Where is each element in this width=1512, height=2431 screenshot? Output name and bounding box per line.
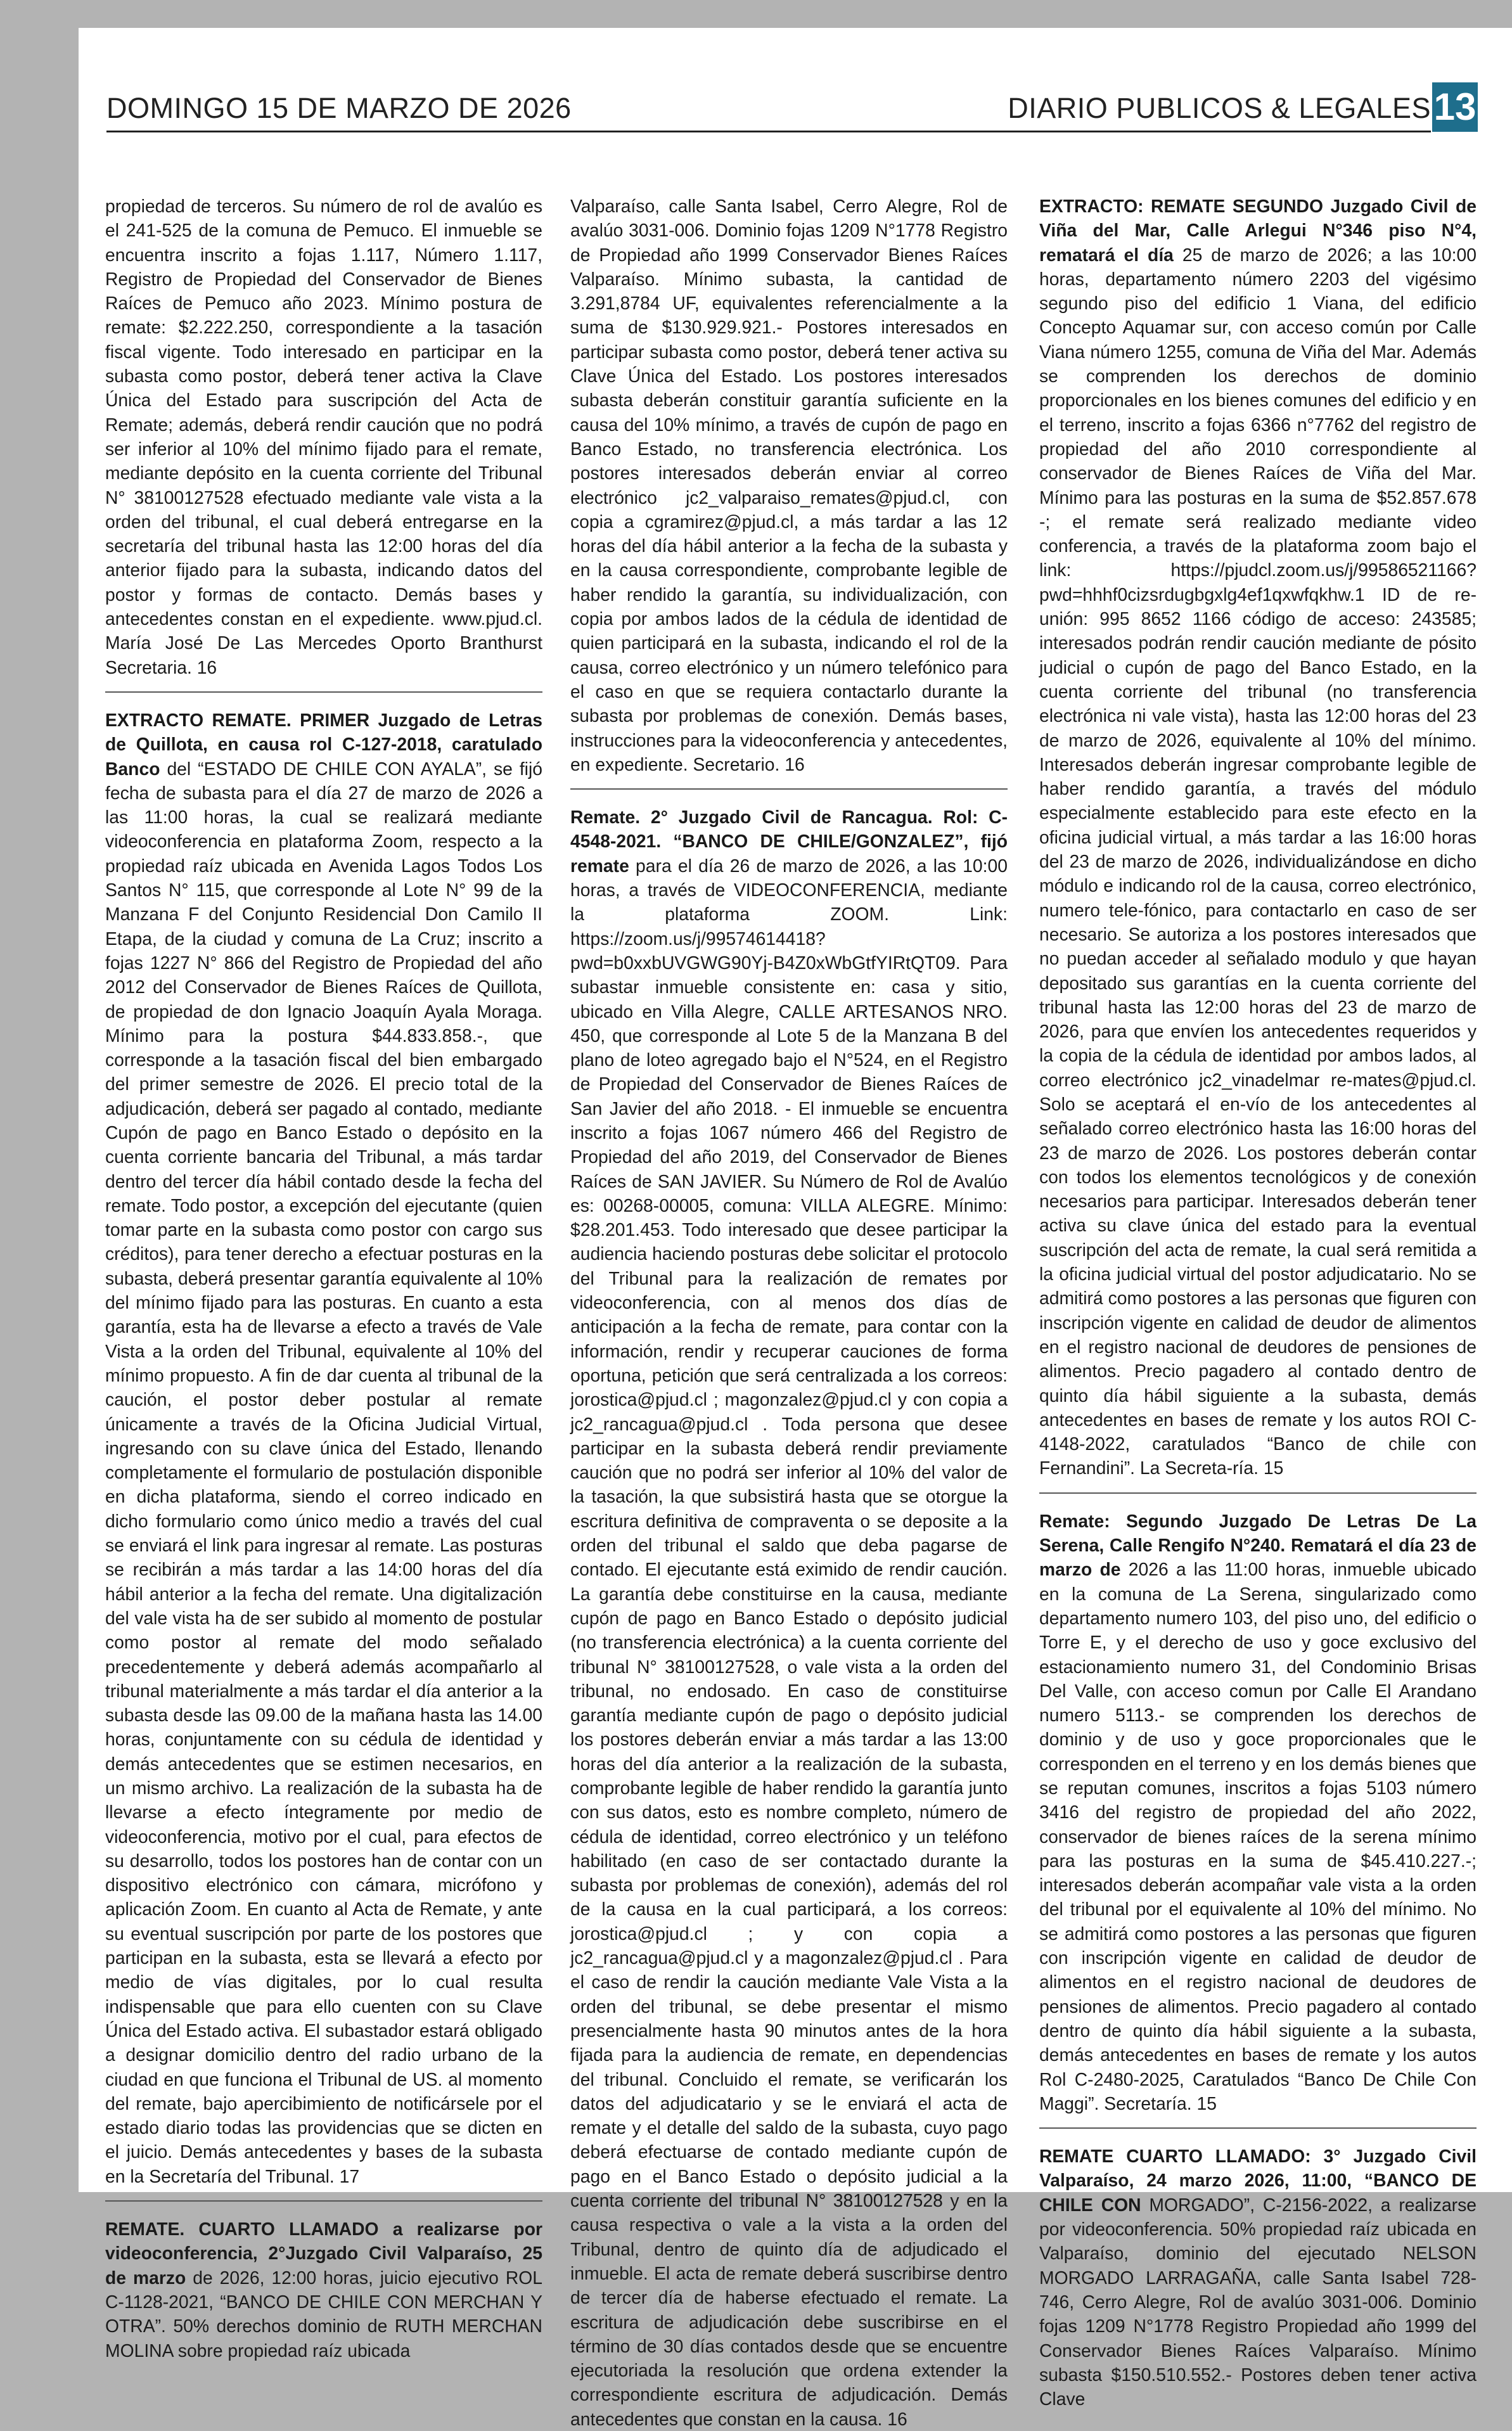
notice-heading: REMATE. CUARTO LLAMADO a realizarse por videoconferencia, 2°Juzgado Civil Valparaíso, 25 de marzo [105, 2219, 542, 2288]
notice-body: de 2026, 12:00 horas, juicio ejecutivo ROL C-1128-2021, “BANCO DE CHILE CON MERCHAN Y OTRA”. 50% derechos dominio de RUTH MERCHAN MOLINA sobre propiedad raíz ubicada [105, 2267, 542, 2361]
column-3 [1039, 194, 1477, 2411]
notice-divider [1039, 1492, 1477, 1494]
publication-name: DIARIO PUBLICOS & LEGALES [1008, 92, 1431, 124]
column-2 [570, 194, 1008, 2431]
notice-heading: EXTRACTO REMATE. PRIMER Juzgado de Letras de Quillota, en causa rol C-127-2018, caratulado Banco [105, 709, 542, 779]
notice-valparaiso-merchan [105, 2217, 542, 2363]
notice-divider [570, 788, 1008, 790]
page-header [106, 86, 1431, 132]
column-1 [105, 194, 542, 2363]
notice-body: propiedad de terceros. Su número de rol de avalúo es el 241-525 de la comuna de Pemuco. El inmueble se encuentra inscrito a fojas 1.117, Número 1.117, Registro de Propiedad del Conservador de Bienes Raíces de Pemuco año 2023. Mínimo postura de remate: $2.222.250, correspondiente a la tasación fiscal vigente. Todo interesado en participar en la subasta como postor, deberá tener activa la Clave Única del Estado para suscripción del Acta de Remate; además, deberá rendir caución que no podrá ser inferior al 10% del mínimo fijado para el remate, mediante depósito en la cuenta corriente del Tribunal N° 38100127528 efectuado mediante vale vista a la orden del tribunal, el cual deberá entregarse en la secretaría del tribunal hasta las 12:00 horas del día anterior fijado para la subasta, indicando datos del postor y formas de contacto. Demás bases y antecedentes constan en el expediente. www.pjud.cl. María José De Las Mercedes Oporto Branthurst Secretaria. 16 [105, 196, 542, 677]
notice-body: MORGADO”, C-2156-2022, a realizarse por videoconferencia. 50% propiedad raíz ubicada en Valparaíso, dominio del ejecutado NELSON MORGADO LARRAGAÑA, calle Santa Isabel 728-746, Cerro Alegre, Rol de avalúo 3031-006. Dominio fojas 1209 N°1778 Registro Propiedad año 1999 del Conservador Bienes Raíces Valparaíso. Mínimo subasta $150.510.552.- Postores deben tener activa Clave [1039, 2194, 1477, 2409]
notice-pemuco-continued [105, 194, 542, 679]
notice-body: para el día 26 de marzo de 2026, a las 10:00 horas, a través de VIDEOCONFERENCIA, mediante la plataforma ZOOM. Link: https://zoom.us/j/99574614418? pwd=b0xxbUVGWG90Yj-B4Z0xWbGtfYIRtQT09. Para subastar inmueble consistente en: casa y sitio, ubicado en Villa Alegre, CALLE ARTESANOS NRO. 450, que corresponde al Lote 5 de la Manzana B del plano de loteo agregado bajo el N°524, en el Registro de Propiedad del Conservador de Bienes Raíces de San Javier del año 2018. - El inmueble se encuentra inscrito a fojas 1067 número 466 del Registro de Propiedad del año 2019, del Conservador de Bienes Raíces de SAN JAVIER. Su Número de Rol de Avalúo es: 00268-00005, comuna: VILLA ALEGRE. Mínimo: $28.201.453. Todo interesado que desee participar la audiencia haciendo posturas debe solicitar el protocolo del Tribunal para la realización de remates por videoconferencia, con al menos dos días de anticipación a la fecha de remate, para contar con la información, rendir y recuperar cauciones de forma oportuna, petición que será centralizada a los correos: jorostica@pjud.cl ; magonzalez@pjud.cl y con copia a jc2_rancagua@pjud.cl . Toda persona que desee participar en la subasta deberá rendir previamente caución que no podrá ser inferior al 10% del valor de la tasación, la que subsistirá hasta que se otorgue la escritura definitiva de compraventa o se deposite a la orden del tribunal el saldo que deba pagarse de contado. El ejecutante está eximido de rendir caución. La garantía debe constituirse en la causa, mediante cupón de pago en Banco Estado o depósito judicial (no transferencia electrónica) a la cuenta corriente del tribunal N° 38100127528, o vale vista a la orden del tribunal, no endosado. En caso de constituirse garantía mediante cupón de pago o depósito judicial los postores deberán enviar a más tardar a las 13:00 horas del día anterior a la realización de la subasta, comprobante legible de haber rendido la garantía junto con sus datos, esto es nombre completo, número de cédula de identidad, correo electrónico y un teléfono habilitado (en caso de ser contactado durante la subasta por problemas de conexión), además del rol de la causa en la cual participará, a los correos: jorostica@pjud.cl ; y con copia a jc2_rancagua@pjud.cl y a magonzalez@pjud.cl . Para el caso de rendir la caución mediante Vale Vista a la orden del tribunal, se debe presentar el mismo presencialmente hasta 90 minutos antes de la hora fijada para la audiencia de remate, en dependencias del tribunal. Concluido el remate, se verificarán los datos del adjudicatario y se le enviará el acta de remate y el detalle del saldo de la subasta, cuyo pago deberá efectuarse de contado mediante cupón de pago en el Banco Estado o depósito judicial a la cuenta corriente del tribunal N° 38100127528 y en la causa respectiva o vale a la vista a la orden del Tribunal, dentro de quinto día de adjudicado el inmueble. El acta de remate deberá suscribirse dentro de tercer día de haberse efectuado el remate. La escritura de adjudicación debe suscribirse en el término de 30 días contados desde que se encuentre ejecutoriada la resolución que ordena extender la correspondiente escritura de adjudicación. Demás antecedentes que constan en la causa. 16 [570, 855, 1008, 2429]
notice-divider [105, 2200, 542, 2202]
notice-valparaiso-morgado [1039, 2144, 1477, 2411]
page-number: 13 [1432, 82, 1478, 132]
notice-heading: REMATE CUARTO LLAMADO: 3° Juzgado Civil Valparaíso, 24 marzo 2026, 11:00, “BANCO DE CHILE CON [1039, 2146, 1477, 2215]
notice-quillota [105, 708, 542, 2188]
notice-la-serena [1039, 1509, 1477, 2115]
notice-body: del “ESTADO DE CHILE CON AYALA”, se fijó fecha de subasta para el día 27 de marzo de 2026 a las 11:00 horas, la cual se realizará mediante videoconferencia en plataforma Zoom, respecto a la propiedad raíz ubicada en Avenida Lagos Todos Los Santos N° 115, que corresponde al Lote N° 99 de la Manzana F del Conjunto Residencial Don Camilo II Etapa, de la ciudad y comuna de La Cruz; inscrito a fojas 1227 N° 866 del Registro de Propiedad del año 2012 del Conservador de Bienes Raíces de Quillota, de propiedad de don Ignacio Joaquín Ayala Moraga. Mínimo para la postura $44.833.858.-, que corresponde a la tasación fiscal del bien embargado del primer semestre de 2026. El precio total de la adjudicación, deberá ser pagado al contado, mediante Cupón de pago en Banco Estado o depósito en la cuenta corriente bancaria del Tribunal, a más tardar dentro del tercer día hábil contado desde la fecha del remate. Todo postor, a excepción del ejecutante (quien tomar parte en la subasta como postor con cargo sus créditos), para tener derecho a efectuar posturas en la subasta, deberá presentar garantía equivalente al 10% del mínimo fijado para las posturas. En cuanto a esta garantía, esta ha de llevarse a efecto a través de Vale Vista a la orden del Tribunal, equivalente al 10% del mínimo propuesto. A fin de dar cuenta al tribunal de la caución, el postor deber postular al remate únicamente a través de la Oficina Judicial Virtual, ingresando con su clave única del Estado, llenando completamente el formulario de postulación disponible en dicha plataforma, siendo el correo indicado en dicho formulario como único medio a través del cual se enviará el link para ingresar al remate. Las posturas se recibirán a más tardar a las 14:00 horas del día hábil anterior a la fecha del remate. Una digitalización del vale vista ha de ser subido al momento de postular como postor al remate del modo señalado precedentemente y deberá además acompañarlo al tribunal materialmente a más tardar el día anterior a la subasta desde las 09.00 de la mañana hasta las 14.00 horas, conjuntamente con su cédula de identidad y demás antecedentes que se estimen necesarios, en un mismo archivo. La realización de la subasta ha de llevarse a efecto íntegramente por medio de videoconferencia, motivo por el cual, para efectos de su desarrollo, todos los postores han de contar con un dispositivo electrónico con cámara, micrófono y aplicación Zoom. En cuanto al Acta de Remate, y ante su eventual suscripción por parte de los postores que participan en la subasta, esta se llevará a efecto por medio de vías digitales, por lo cual resulta indispensable que para ello cuenten con su Clave Única del Estado activa. El subastador estará obligado a designar domicilio dentro del radio urbano de la ciudad en que funciona el Tribunal de US. al momento del remate, bajo apercibimiento de notificársele por el estado diario todas las providencias que se dicten en el juicio. Demás antecedentes y bases de la subasta en la Secretaría del Tribunal. 17 [105, 758, 542, 2186]
notice-vina-del-mar [1039, 194, 1477, 1480]
notice-divider [1039, 2127, 1477, 2129]
notice-body: 25 de marzo de 2026; a las 10:00 horas, departamento número 2203 del vigésimo segundo piso del edificio 1 Viana, del edificio Concepto Aquamar sur, con acceso común por Calle Viana número 1255, comuna de Viña del Mar. Además se comprenden los derechos de dominio proporcionales en los bienes comunes del edificio y en el terreno, inscrito a fojas 6366 n°7762 del registro de propiedad del año 2010 correspondiente al conservador de Bienes Raíces de Viña del Mar. Mínimo para las posturas en la suma de $52.857.678 -; el remate será realizado mediante video conferencia, a través de la plataforma zoom bajo el link: https://pjudcl.zoom.us/j/99586521166?pwd=hhhf0cizsrdugbgxlg4ef1qxwfqkhw.1 ID de re-unión: 995 8652 1166 código de acceso: 243585; interesados podrán rendir caución mediante de pósito judicial o cupón de pago del Banco Estado, en la cuenta corriente del tribunal (no transferencia electrónica ni vale vista), hasta las 12:00 horas del 23 de marzo de 2026, equivalente al 10% del mínimo. Interesados deberán ingresar comprobante legible de haber rendido garantía, a través del módulo especialmente establecido para este efecto en la oficina judicial virtual, a más tardar a las 16:00 horas del 23 de marzo de 2026, individualizándose en dicho módulo e indicando rol de la causa, correo electrónico, numero tele-fónico, para contactarlo en caso de ser necesario. Se autoriza a los postores interesados que no puedan acceder al señalado modulo y que hayan depositado sus garantías en la cuenta corriente del tribunal hasta las 12:00 horas del 23 de marzo de 2026, para que envíen los antecedentes requeridos y la copia de la cédula de identidad por ambos lados, al correo electrónico jc2_vinadelmar re-mates@pjud.cl. Solo se aceptará el en-vío de los antecedentes al señalado correo electrónico hasta las 16:00 horas del 23 de marzo de 2026. Los postores deberán contar con todos los elementos tecnológicos y de conexión necesarios para participar. Interesados deberán tener activa su clave única del estado para la eventual suscripción del acta de remate, la cual será remitida a la oficina judicial virtual del postor adjudicatario. No se admitirá como postores a las personas que figuren con inscripción vigente en calidad de deudor de alimentos en el registro nacional de deudores de pensiones de alimentos. Precio pagadero al contado dentro de quinto día hábil siguiente a la subasta, demás antecedentes en bases de remate y los autos ROI C-4148-2022, caratulados “Banco de chile con Fernandini”. La Secreta-ría. 15 [1039, 244, 1477, 1478]
notice-rancagua [570, 805, 1008, 2431]
notice-heading: Remate: Segundo Juzgado De Letras De La Serena, Calle Rengifo N°240. Rematará el día 23 de marzo de [1039, 1510, 1477, 1580]
notice-valparaiso-merchan-continued [570, 194, 1008, 776]
issue-date: DOMINGO 15 DE MARZO DE 2026 [106, 92, 572, 124]
notice-divider [105, 691, 542, 693]
notice-heading: EXTRACTO: REMATE SEGUNDO Juzgado Civil de Viña del Mar, Calle Arlegui N°346 piso N°4, rematará el día [1039, 196, 1477, 265]
notice-heading: Remate. 2° Juzgado Civil de Rancagua. Rol: C-4548-2021. “BANCO DE CHILE/GONZALEZ”, fijó remate [570, 807, 1008, 876]
newspaper-page [79, 28, 1512, 2429]
notice-body: Valparaíso, calle Santa Isabel, Cerro Alegre, Rol de avalúo 3031-006. Dominio fojas 1209 N°1778 Registro de Propiedad año 1999 Conservador Bienes Raíces Valparaíso. Mínimo subasta, la cantidad de 3.291,8784 UF, equivalentes referencialmente a la suma de $130.929.921.- Postores interesados en participar subasta como postor, deberá tener activa su Clave Única del Estado. Los postores interesados subasta deberán constituir garantía suficiente en la causa del 10% mínimo, a través de cupón de pago en Banco Estado, no transferencia electrónica. Los postores interesados deberán enviar al correo electrónico jc2_valparaiso_remates@pjud.cl, con copia a cgramirez@pjud.cl, a más tardar a las 12 horas del día hábil anterior a la fecha de la subasta y en la causa correspondiente, comprobante legible de haber rendido la garantía, su individualización, con copia por ambos lados de la cédula de identidad de quien participará en la subasta, indicando el rol de la causa, correo electrónico y un número telefónico para el caso en que se requiera contactarlo durante la subasta por problemas de conexión. Demás bases, instrucciones para la videoconferencia y antecedentes, en expediente. Secretario. 16 [570, 196, 1008, 774]
notice-body: 2026 a las 11:00 horas, inmueble ubicado en la comuna de La Serena, singularizado como departamento numero 103, del piso uno, del edificio o Torre E, y el derecho de uso y goce exclusivo del estacionamiento numero 31, del Condominio Brisas Del Valle, con acceso comun por Calle El Arandano numero 5113.- se comprenden los derechos de dominio y de uso y goce proporcionales que le corresponden en el terreno y en los demás bienes que se reputan comunes, inscritos a fojas 5103 número 3416 del registro de propiedad del año 2022, conservador de bienes raíces de la serena mínimo para las posturas en la suma de $45.410.227.-; interesados deberán acompañar vale vista a la orden del tribunal por el equivalente al 10% del mínimo. No se admitirá como postores a las personas que figuren con inscripción vigente en calidad de deudor de alimentos en el registro nacional de deudores de pensiones de alimentos. Precio pagadero al contado dentro de quinto día hábil siguiente a la subasta, demás antecedentes en bases de remate y los autos Rol C-2480-2025, Caratulados “Banco De Chile Con Maggi”. Secretaría. 15 [1039, 1559, 1477, 2113]
